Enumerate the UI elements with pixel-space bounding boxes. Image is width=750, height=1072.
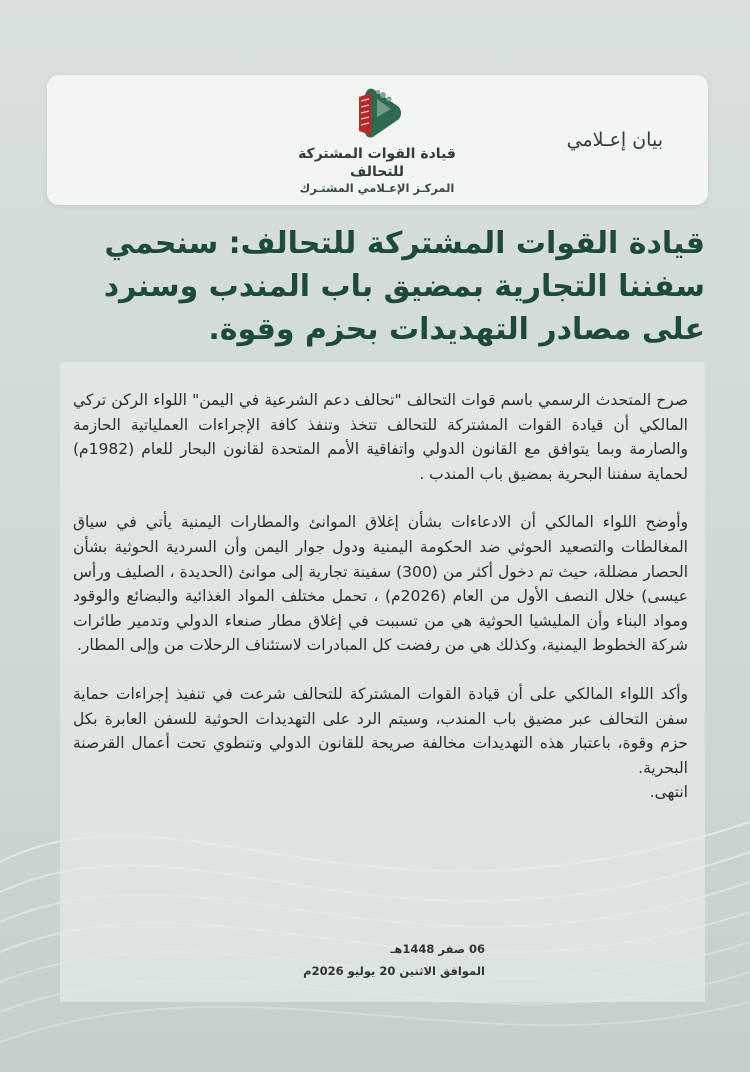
body-paragraph: وأوضح اللواء المالكي أن الادعاءات بشأن إغلاق الموانئ والمطارات اليمنية يأتي في سياق المغالطات والتصعيد الحوثي ضد الحكومة اليمنية ودول جوار اليمن وأن السردية الحوثية بشأن الحصار مضللة، حيث تم دخول أكثر من (300) سفينة تجارية إلى موانئ (الحديدة ، الصليف ورأس عيسى) خلال النصف الأول من العام (2026م) ، تحمل مختلف المواد الغذائية والبضائع والوقود ومواد البناء وأن المليشيا الحوثية هي من تسببت في إغلاق مطار صنعاء الدولي وتدمير طائرات شركة الخطوط اليمنية، وكذلك هي من رفضت كل المبادرات لاستئناف الرحلات من وإلى المطار. [73, 513, 689, 655]
org-name: قيادة القوات المشتركة للتحالف [298, 146, 456, 180]
gregorian-date: الموافق الاثنين 20 يوليو 2026م [303, 964, 485, 978]
date-block [285, 938, 485, 982]
logo-block [277, 87, 477, 197]
statement-body-box [60, 362, 705, 1002]
header-card [47, 75, 708, 205]
statement-label: بيان إعـلامي [566, 129, 663, 151]
headline: قيادة القوات المشتركة للتحالف: سنحمي سفننا التجارية بمضيق باب المندب وسنرد على مصادر التهديدات بحزم وقوة. [103, 226, 705, 347]
hijri-date: 06 صفر 1448هـ [390, 942, 485, 956]
org-subtitle: المركـز الإعـلامي المشتـرك [299, 181, 455, 195]
closing-text: انتهى. [649, 783, 688, 802]
body-paragraph: وأكد اللواء المالكي على أن قيادة القوات المشتركة للتحالف شرعت في تنفيذ إجراءات حماية سفن التحالف عبر مضيق باب المندب، وسيتم الرد على التهديدات الحوثية للسفن العابرة بكل حزم وقوة، باعتبار هذه التهديدات مخالفة صريحة للقانون الدولي وتنطوي تحت أعمال القرصنة البحرية. [73, 684, 688, 777]
body-paragraph: صرح المتحدث الرسمي باسم قوات التحالف "تحالف دعم الشرعية في اليمن" اللواء الركن تركي المالكي أن قيادة القوات المشتركة للتحالف تتخذ وتنفذ كافة الإجراءات العملياتية الحازمة والصارمة وبما يتوافق مع القانون الدولي واتفاقية الأمم المتحدة لقانون البحار للعام (1982م) لحماية سفننا البحرية بمضيق باب المندب . [73, 391, 688, 483]
coalition-logo-icon [347, 87, 407, 139]
statement-body-text [73, 388, 688, 805]
